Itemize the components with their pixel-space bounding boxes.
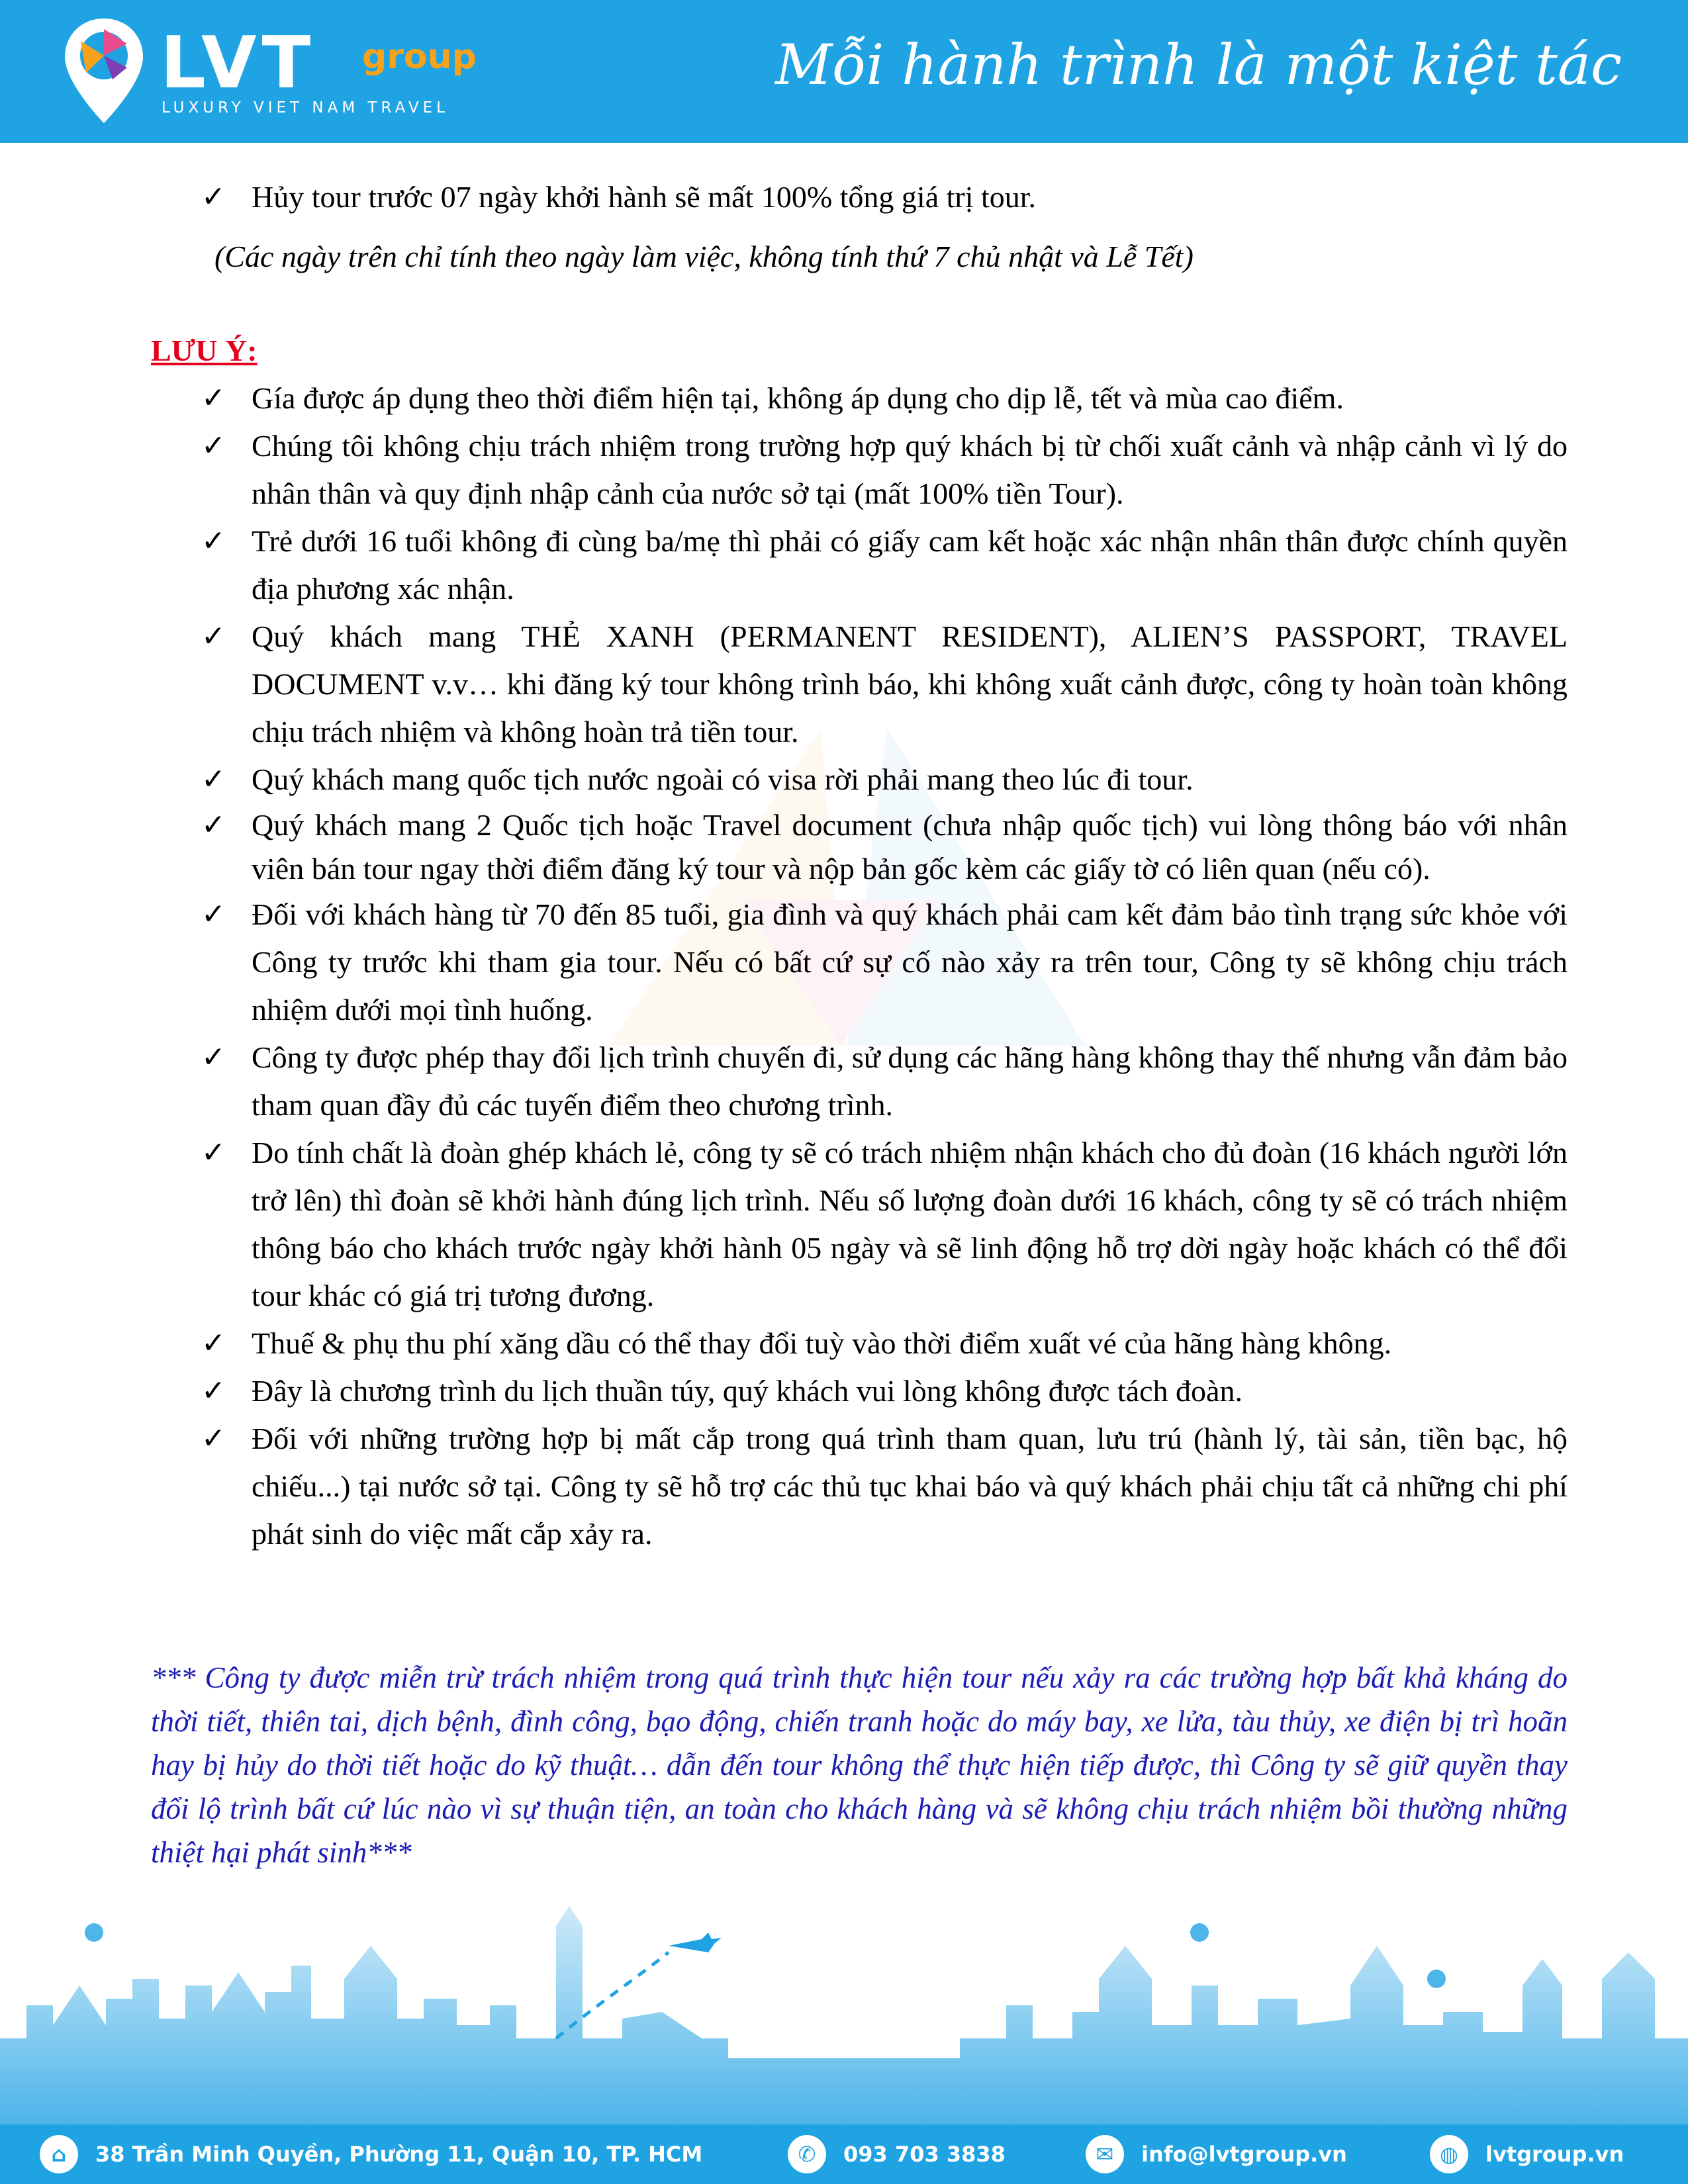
logo-group-text: group	[362, 37, 477, 77]
footer-website[interactable]: ◍ lvtgroup.vn	[1430, 2124, 1624, 2184]
phone-icon: ✆	[788, 2135, 826, 2173]
cancellation-item: ✓ Hủy tour trước 07 ngày khởi hành sẽ mất 100% tổng giá trị tour.	[151, 173, 1568, 221]
check-icon: ✓	[201, 808, 226, 842]
list-item: ✓ Chúng tôi không chịu trách nhiệm trong trường hợp quý khách bị từ chối xuất cảnh và nhập cảnh vì lý do nhân thân và quy định nhập cảnh của nước sở tại (mất 100% tiền Tour).	[151, 422, 1568, 518]
check-icon: ✓	[201, 619, 226, 653]
list-item: ✓ Đây là chương trình du lịch thuần túy, quý khách vui lòng không được tách đoàn.	[151, 1367, 1568, 1415]
footer-address: ⌂ 38 Trần Minh Quyền, Phường 11, Quận 10, TP. HCM	[40, 2124, 702, 2184]
list-item: ✓ Quý khách mang 2 Quốc tịch hoặc Travel document (chưa nhập quốc tịch) vui lòng thông báo với nhân viên bán tour ngay thời điểm đăng ký tour và nộp bản gốc kèm các giấy tờ có liên quan (nếu có).	[151, 803, 1568, 891]
check-icon: ✓	[201, 524, 226, 558]
notes-heading: LƯU Ý:	[151, 334, 258, 367]
list-item: ✓ Đối với những trường hợp bị mất cắp trong quá trình tham quan, lưu trú (hành lý, tài sản, tiền bạc, hộ chiếu...) tại nước sở tại. Công ty sẽ hỗ trợ các thủ tục khai báo và quý khách phải chịu tất cả những chi phí phát sinh do việc mất cắp xảy ra.	[151, 1415, 1568, 1558]
check-icon: ✓	[201, 1136, 226, 1169]
check-icon: ✓	[201, 897, 226, 931]
header-banner	[0, 0, 1688, 143]
check-icon: ✓	[201, 1374, 226, 1408]
home-icon: ⌂	[40, 2135, 78, 2173]
check-icon: ✓	[201, 762, 226, 796]
check-icon: ✓	[201, 381, 226, 415]
footer-email[interactable]: ✉ info@lvtgroup.vn	[1086, 2124, 1347, 2184]
check-icon: ✓	[201, 429, 226, 463]
list-item: ✓ Trẻ dưới 16 tuổi không đi cùng ba/mẹ thì phải có giấy cam kết hoặc xác nhận nhân thân được chính quyền địa phương xác nhận.	[151, 518, 1568, 613]
globe-icon: ◍	[1430, 2135, 1468, 2173]
list-item: ✓ Công ty được phép thay đổi lịch trình chuyến đi, sử dụng các hãng hàng không thay thế nhưng vẫn đảm bảo tham quan đầy đủ các tuyến điểm theo chương trình.	[151, 1034, 1568, 1129]
footer-bar	[0, 2124, 1688, 2184]
list-item: ✓ Quý khách mang THẺ XANH (PERMANENT RESIDENT), ALIEN’S PASSPORT, TRAVEL DOCUMENT v.v… khi đăng ký tour không trình báo, khi không xuất cảnh được, công ty hoàn toàn không chịu trách nhiệm và không hoàn trả tiền tour.	[151, 613, 1568, 756]
working-days-note: (Các ngày trên chỉ tính theo ngày làm việc, không tính thứ 7 chủ nhật và Lễ Tết)	[214, 240, 1194, 273]
mail-icon: ✉	[1086, 2135, 1124, 2173]
list-item: ✓ Gía được áp dụng theo thời điểm hiện tại, không áp dụng cho dịp lễ, tết và mùa cao điểm.	[151, 375, 1568, 422]
force-majeure-disclaimer: *** Công ty được miễn trừ trách nhiệm trong quá trình thực hiện tour nếu xảy ra các trường hợp bất khả kháng do thời tiết, thiên tai, dịch bệnh, đình công, bạo động, chiến tranh hoặc do máy bay, xe lửa, tàu thủy, xe điện bị trì hoãn hay bị hủy do thời tiết hoặc do kỹ thuật… dẫn đến tour không thể thực hiện tiếp được, thì Công ty sẽ giữ quyền thay đổi lộ trình bất cứ lúc nào vì sự thuận tiện, an toàn cho khách hàng và sẽ không chịu trách nhiệm bồi thường những thiệt hại phát sinh***	[151, 1661, 1568, 1869]
check-icon: ✓	[201, 1040, 226, 1074]
list-item: ✓ Đối với khách hàng từ 70 đến 85 tuổi, gia đình và quý khách phải cam kết đảm bảo tình trạng sức khỏe với Công ty trước khi tham gia tour. Nếu có bất cứ sự cố nào xảy ra trên tour, Công ty sẽ không chịu trách nhiệm dưới mọi tình huống.	[151, 891, 1568, 1034]
list-item: ✓ Do tính chất là đoàn ghép khách lẻ, công ty sẽ có trách nhiệm nhận khách cho đủ đoàn (16 khách người lớn trở lên) thì đoàn sẽ khởi hành đúng lịch trình. Nếu số lượng đoàn dưới 16 khách, công ty sẽ có trách nhiệm thông báo cho khách trước ngày khởi hành 05 ngày và sẽ linh động hỗ trợ dời ngày hoặc khách có thể đổi tour khác có giá trị tương đương.	[151, 1129, 1568, 1320]
location-pin-logo-icon	[61, 15, 147, 127]
slogan: Mỗi hành trình là một kiệt tác	[775, 32, 1622, 97]
list-item: ✓ Quý khách mang quốc tịch nước ngoài có visa rời phải mang theo lúc đi tour.	[151, 756, 1568, 803]
city-skyline-illustration	[0, 1906, 1688, 2124]
logo-text: LVT	[160, 22, 316, 105]
check-icon: ✓	[201, 1326, 226, 1360]
check-icon: ✓	[201, 1422, 226, 1455]
list-item: ✓ Thuế & phụ thu phí xăng dầu có thể thay đổi tuỳ vào thời điểm xuất vé của hãng hàng không.	[151, 1320, 1568, 1367]
logo-tagline: LUXURY VIET NAM TRAVEL	[162, 99, 449, 116]
check-icon: ✓	[201, 180, 226, 214]
footer-phone[interactable]: ✆ 093 703 3838	[788, 2124, 1006, 2184]
document-body	[151, 173, 1568, 1558]
company-logo	[61, 15, 538, 120]
